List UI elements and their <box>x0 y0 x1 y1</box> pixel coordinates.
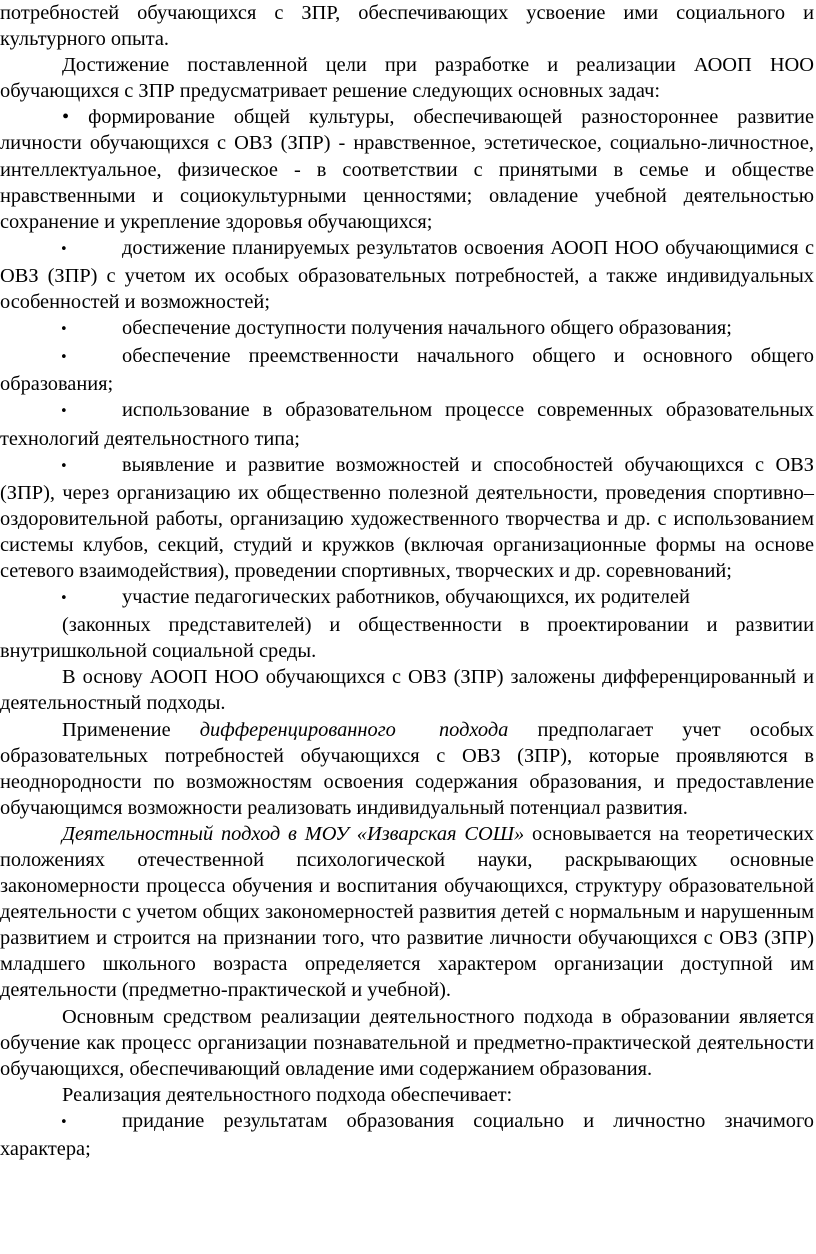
list-item <box>0 397 814 451</box>
list-item <box>0 235 814 315</box>
paragraph-main-means: Основным средством реализации деятельностного подхода в образовании является обучение как процесс организации познавательной и предметно-практической деятельности обучающихся, обеспечивающий овладение ими содержанием образования. <box>0 1005 814 1080</box>
text-run: основывается на теоретических положениях отечественной психологической науки, раскрывающих основные закономерности процесса обучения и воспитания обучающихся, структуру образовательной деятельности с учетом общих закономерностей развития детей с нормальным и нарушенным развитием и строится на признании того, что развитие личности обучающихся с ОВЗ (ЗПР) младшего школьного возраста определяется характером организации доступной им деятельности (предметно-практической и учебной). <box>0 822 814 1002</box>
paragraph-differentiated-approach <box>0 717 814 821</box>
paragraph-goal: Достижение поставленной цели при разработке и реализации АООП НОО обучающихся с ЗПР предусматривает решение следующих основных задач: <box>0 54 814 103</box>
bullet-icon: • <box>60 591 68 607</box>
list-item-continuation: (законных представителей) и общественности в проектировании и развитии внутришкольной социальной среды. <box>0 614 814 663</box>
bullet-icon: • <box>60 350 68 366</box>
list-item <box>0 452 814 584</box>
list-item-text: достижение планируемых результатов освоения АООП НОО обучающимися с ОВЗ (ЗПР) с учетом их особых образовательных потребностей, а также индивидуальных особенностей и возможностей; <box>0 236 814 314</box>
list-item <box>0 1108 814 1162</box>
bullet-icon: • <box>60 404 68 420</box>
paragraph-approaches: В основу АООП НОО обучающихся с ОВЗ (ЗПР) заложены дифференцированный и деятельностный подходы. <box>0 666 814 715</box>
list-item <box>0 315 814 343</box>
list-item <box>0 584 814 612</box>
bullet-icon: • <box>60 458 68 474</box>
list-item-text: обеспечение преемственности начального общего и основного общего образования; <box>0 345 814 396</box>
text-run: предполагает учет особых образовательных потребностей обучающихся с ОВЗ (ЗПР), которые проявляются в неоднородности по возможностям освоения содержания образования, и предоставление обучающимся возможности реализовать индивидуальный потенциал развития. <box>0 718 814 819</box>
bullet-icon: • <box>60 241 68 257</box>
list-item-text: обеспечение доступности получения начального общего образования; <box>122 317 732 340</box>
paragraph-continuation: потребностей обучающихся с ЗПР, обеспечивающих усвоение ими социального и культурного опыта. <box>0 2 814 51</box>
list-item-text: выявление и развитие возможностей и способностей обучающихся с ОВЗ (ЗПР), через организацию их общественно полезной деятельности, проведения спортивно–оздоровительной работы, организацию художественного творчества и др. с использованием системы клубов, секций, студий и кружков (включая организационные формы на основе сетевого взаимодействия), проведении спортивных, творческих и др. соревнований; <box>0 453 814 582</box>
list-item-text: участие педагогических работников, обучающихся, их родителей <box>122 586 690 609</box>
paragraph-activity-approach <box>0 821 814 1004</box>
text-run: Применение <box>62 718 200 741</box>
paragraph-task-culture: • формирование общей культуры, обеспечивающей разностороннее развитие личности обучающихся с ОВЗ (ЗПР) - нравственное, эстетическое, социально-личностное, интеллектуальное, физическое - в соответствии с принятыми в семье и обществе нравственными и социокультурными ценностями; овладение учебной деятельностью сохранение и укрепление здоровья обучающихся; <box>0 106 814 233</box>
bullet-icon: • <box>60 1114 68 1130</box>
list-item-text: использование в образовательном процессе современных образовательных технологий деятельностного типа; <box>0 399 814 450</box>
list-item <box>0 343 814 397</box>
list-item-text: придание результатам образования социально и личностно значимого характера; <box>0 1109 814 1161</box>
paragraph-implementation: Реализация деятельностного подхода обеспечивает: <box>62 1083 513 1106</box>
italic-term: Деятельностный подход в МОУ «Изварская СОШ» <box>62 822 525 845</box>
bullet-icon: • <box>60 322 68 338</box>
italic-term: дифференцированного подхода <box>199 718 509 741</box>
